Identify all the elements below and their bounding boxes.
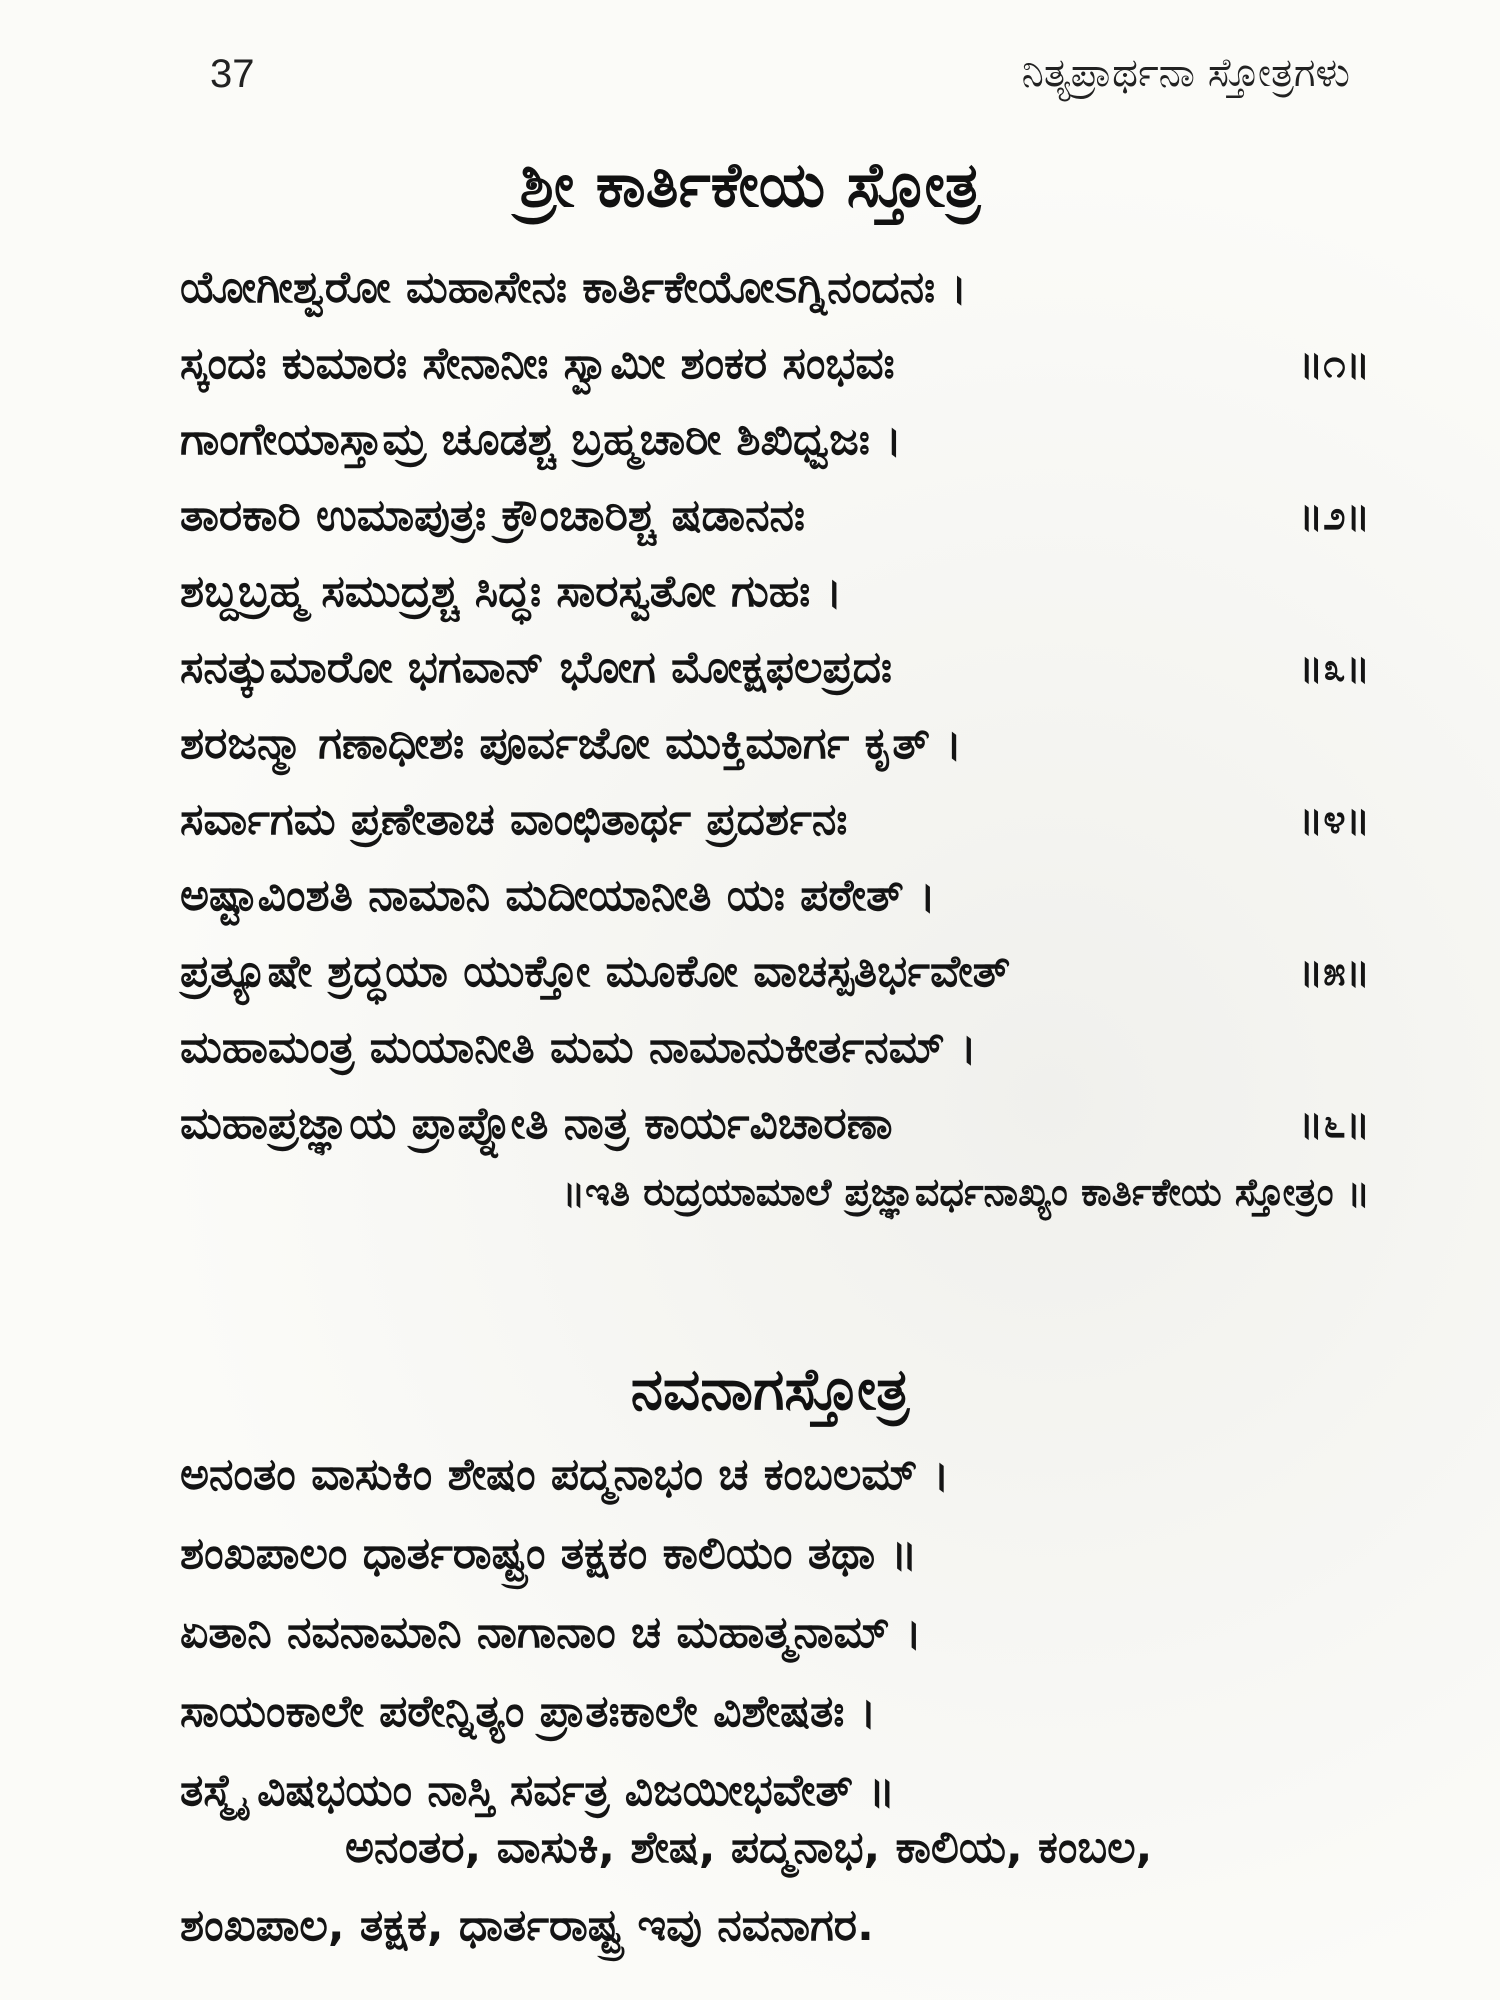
verse-text: ಮಹಾಮಂತ್ರ ಮಯಾನೀತಿ ಮಮ ನಾಮಾನುಕೀರ್ತನಮ್ । (180, 1022, 977, 1073)
explanatory-note-line-2: ಶಂಖಪಾಲ, ತಕ್ಷಕ, ಧಾರ್ತರಾಷ್ಟ್ರ ಇವು ನವನಾಗರ. (180, 1900, 874, 1951)
verse-text: ಶಬ್ದಬ್ರಹ್ಮ ಸಮುದ್ರಶ್ಚ ಸಿದ್ಧಃ ಸಾರಸ್ವತೋ ಗುಹಃ । (180, 566, 843, 617)
verse-text: ಅನಂತಂ ವಾಸುಕಿಂ ಶೇಷಂ ಪದ್ಮನಾಭಂ ಚ ಕಂಬಲಮ್ । (180, 1449, 950, 1500)
verse-text: ಸರ್ವಾಗಮ ಪ್ರಣೇತಾಚ ವಾಂಛಿತಾರ್ಥ ಪ್ರದರ್ಶನಃ (180, 794, 848, 845)
verse-text: ಶಂಖಪಾಲಂ ಧಾರ್ತರಾಷ್ಟ್ರಂ ತಕ್ಷಕಂ ಕಾಲಿಯಂ ತಥಾ ॥ (180, 1528, 918, 1579)
verse-line (180, 554, 1370, 630)
verse-text: ಏತಾನಿ ನವನಾಮಾನಿ ನಾಗಾನಾಂ ಚ ಮಹಾತ್ಮನಾಮ್ । (180, 1607, 922, 1658)
verse-text: ತಾರಕಾರಿ ಉಮಾಪುತ್ರಃ ಕ್ರೌಂಚಾರಿಶ್ಚ ಷಡಾನನಃ (180, 490, 805, 541)
running-header: ನಿತ್ಯಪ್ರಾರ್ಥನಾ ಸ್ತೋತ್ರಗಳು (1021, 50, 1350, 96)
verse-text: ತಸ್ಮೈ ವಿಷಭಯಂ ನಾಸ್ತಿ ಸರ್ವತ್ರ ವಿಜಯೀಭವೇತ್ ॥ (180, 1765, 896, 1816)
section-title-karthikeya: ಶ್ರೀ ಕಾರ್ತಿಕೇಯ ಸ್ತೋತ್ರ (519, 148, 981, 221)
verse-number: ॥೬॥ (1298, 1101, 1370, 1147)
verse-line (180, 250, 1370, 326)
section-title-navanaga: ನವನಾಗಸ್ತೋತ್ರ (630, 1355, 910, 1423)
verse-number: ॥೪॥ (1298, 797, 1370, 843)
verse-text: ಸನತ್ಕುಮಾರೋ ಭಗವಾನ್ ಭೋಗ ಮೋಕ್ಷಫಲಪ್ರದಃ (180, 642, 892, 693)
verse-text: ಅಷ್ಟಾವಿಂಶತಿ ನಾಮಾನಿ ಮದೀಯಾನೀತಿ ಯಃ ಪಠೇತ್ । (180, 870, 936, 921)
verse-text: ಸಾಯಂಕಾಲೇ ಪಠೇನ್ನಿತ್ಯಂ ಪ್ರಾತಃಕಾಲೇ ವಿಶೇಷತಃ । (180, 1686, 877, 1737)
verse-text: ಗಾಂಗೇಯಾಸ್ತಾಮ್ರ ಚೂಡಶ್ಚ ಬ್ರಹ್ಮಚಾರೀ ಶಿಖಿಧ್ವಜಃ । (180, 414, 902, 465)
verse-line (180, 630, 1370, 706)
karthikeya-verses (180, 250, 1370, 1162)
verse-line (180, 478, 1370, 554)
verse-number: ॥೨॥ (1298, 493, 1370, 539)
verse-line (180, 782, 1370, 858)
verse-line (180, 1010, 1370, 1086)
colophon: ॥ಇತಿ ರುದ್ರಯಾಮಾಲೆ ಪ್ರಜ್ಞಾವರ್ಧನಾಖ್ಯಂ ಕಾರ್ತಿಕೇಯ ಸ್ತೋತ್ರಂ ॥ (561, 1170, 1370, 1214)
verse-line (180, 1672, 1370, 1751)
verse-number: ॥೩॥ (1298, 645, 1370, 691)
verse-line (180, 1593, 1370, 1672)
verse-text: ಪ್ರತ್ಯೂಷೇ ಶ್ರದ್ಧಯಾ ಯುಕ್ತೋ ಮೂಕೋ ವಾಚಸ್ಪತಿರ್ಭವೇತ್ (180, 946, 1011, 997)
verse-line (180, 1435, 1370, 1514)
verse-text: ಸ್ಕಂದಃ ಕುಮಾರಃ ಸೇನಾನೀಃ ಸ್ವಾಮೀ ಶಂಕರ ಸಂಭವಃ (180, 338, 895, 389)
explanatory-note-line-1: ಅನಂತರ, ವಾಸುಕಿ, ಶೇಷ, ಪದ್ಮನಾಭ, ಕಾಲಿಯ, ಕಂಬಲ, (345, 1822, 1153, 1873)
verse-text: ಶರಜನ್ಮಾ ಗಣಾಧೀಶಃ ಪೂರ್ವಜೋ ಮುಕ್ತಿಮಾರ್ಗ ಕೃತ್ । (180, 718, 962, 769)
verse-line (180, 934, 1370, 1010)
verse-line (180, 326, 1370, 402)
verse-line (180, 706, 1370, 782)
verse-number: ॥೫॥ (1298, 949, 1370, 995)
verse-line (180, 858, 1370, 934)
verse-line (180, 402, 1370, 478)
verse-number: ॥೧॥ (1298, 341, 1370, 387)
verse-text: ಮಹಾಪ್ರಜ್ಞಾಯ ಪ್ರಾಪ್ನೋ‌ತಿ ನಾತ್ರ ಕಾರ್ಯವಿಚಾರಣಾ (180, 1098, 893, 1149)
verse-line (180, 1751, 1370, 1830)
verse-line (180, 1086, 1370, 1162)
verse-text: ಯೋಗೀಶ್ವರೋ ಮಹಾಸೇನಃ ಕಾರ್ತಿಕೇಯೋಽಗ್ನಿನಂದನಃ । (180, 262, 968, 313)
page-number: 37 (210, 52, 255, 96)
navanaga-verses (180, 1435, 1370, 1830)
verse-line (180, 1514, 1370, 1593)
